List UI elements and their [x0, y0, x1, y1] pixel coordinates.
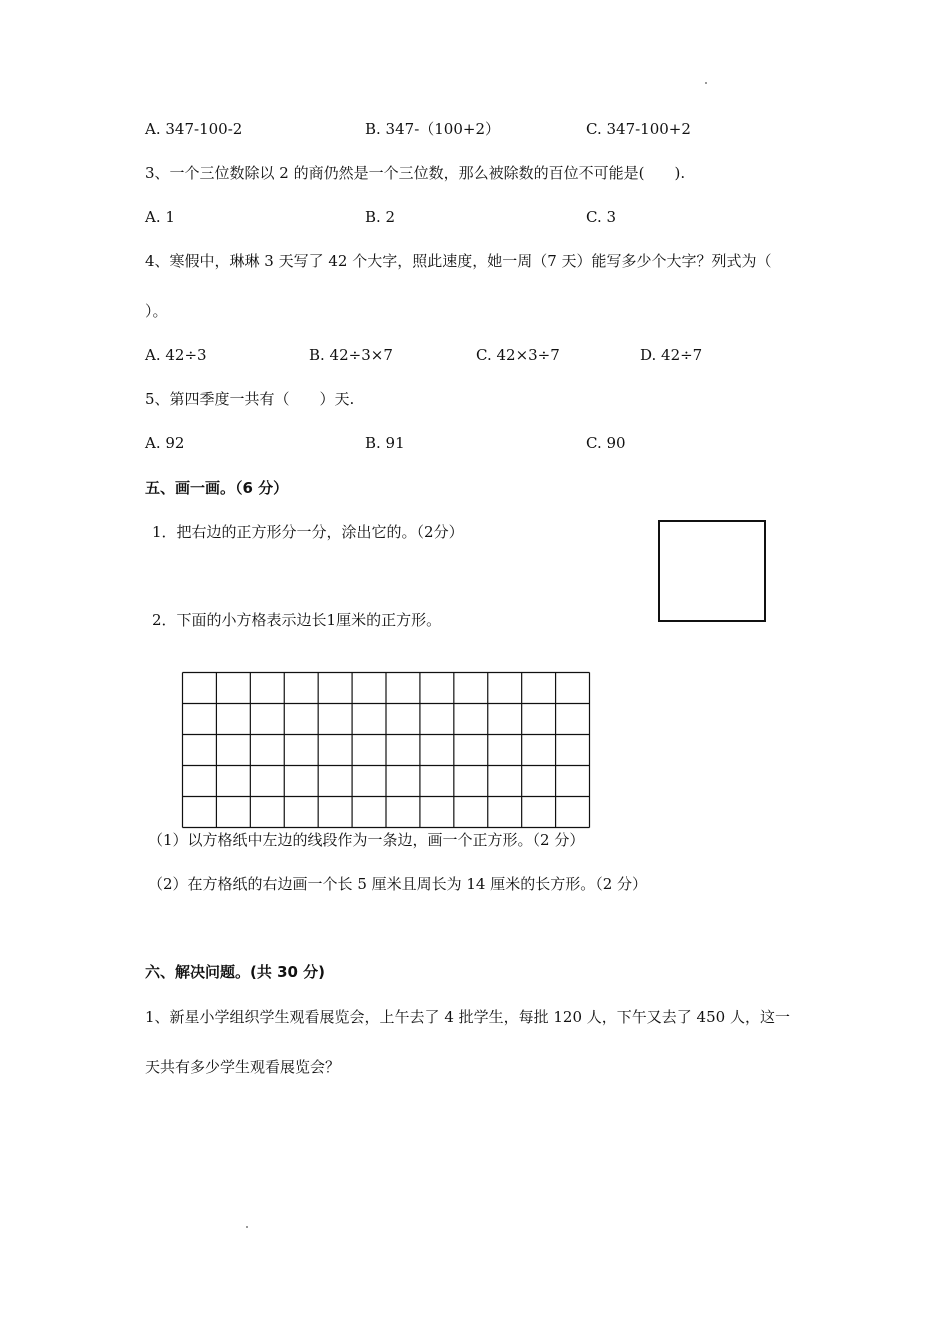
question-4-line1: 4、寒假中，琳琳 3 天写了 42 个大字，照此速度，她一周（7 天）能写多少个大字？列式为（ [145, 252, 772, 270]
q3-option-b[interactable]: B. 2 [365, 208, 396, 226]
scan-mark-top [705, 82, 707, 84]
section-6-title: 六、解决问题。(共 30 分) [145, 963, 326, 981]
q5-option-b[interactable]: B. 91 [365, 434, 405, 452]
q4-option-d[interactable]: D. 42÷7 [640, 346, 703, 364]
section-5-item-2: 2．下面的小方格表示边长1厘米的正方形。 [152, 611, 442, 629]
section-5-title: 五、画一画。（6 分） [145, 479, 289, 497]
section-5-sub-2: （2）在方格纸的右边画一个长 5 厘米且周长为 14 厘米的长方形。（2 分） [148, 875, 648, 893]
question-4-line2: ）。 [145, 302, 168, 320]
q4-option-b[interactable]: B. 42÷3×7 [309, 346, 393, 364]
problem-1-line2: 天共有多少学生观看展览会？ [145, 1058, 341, 1076]
section-5-item-1: 1．把右边的正方形分一分，涂出它的。（2分） [152, 523, 464, 541]
q2-option-b[interactable]: B. 347-（100+2） [365, 120, 501, 138]
q5-option-a[interactable]: A. 92 [145, 434, 185, 452]
q3-option-c[interactable]: C. 3 [586, 208, 617, 226]
section-5-sub-1: （1）以方格纸中左边的线段作为一条边，画一个正方形。（2 分） [148, 831, 585, 849]
drawing-square[interactable] [658, 520, 766, 622]
q5-option-c[interactable]: C. 90 [586, 434, 626, 452]
scan-mark-bottom [246, 1226, 248, 1228]
question-3: 3、一个三位数除以 2 的商仍然是一个三位数，那么被除数的百位不可能是( ). [145, 164, 686, 182]
q3-option-a[interactable]: A. 1 [145, 208, 175, 226]
q4-option-c[interactable]: C. 42×3÷7 [476, 346, 560, 364]
q4-option-a[interactable]: A. 42÷3 [145, 346, 207, 364]
grid-paper[interactable] [181, 671, 592, 829]
q2-option-c[interactable]: C. 347-100+2 [586, 120, 691, 138]
problem-1-line1: 1、新星小学组织学生观看展览会，上午去了 4 批学生，每批 120 人，下午又去了 450 人，这一 [145, 1008, 790, 1026]
q2-option-a[interactable]: A. 347-100-2 [145, 120, 243, 138]
question-5: 5、第四季度一共有（ ）天. [145, 390, 355, 408]
